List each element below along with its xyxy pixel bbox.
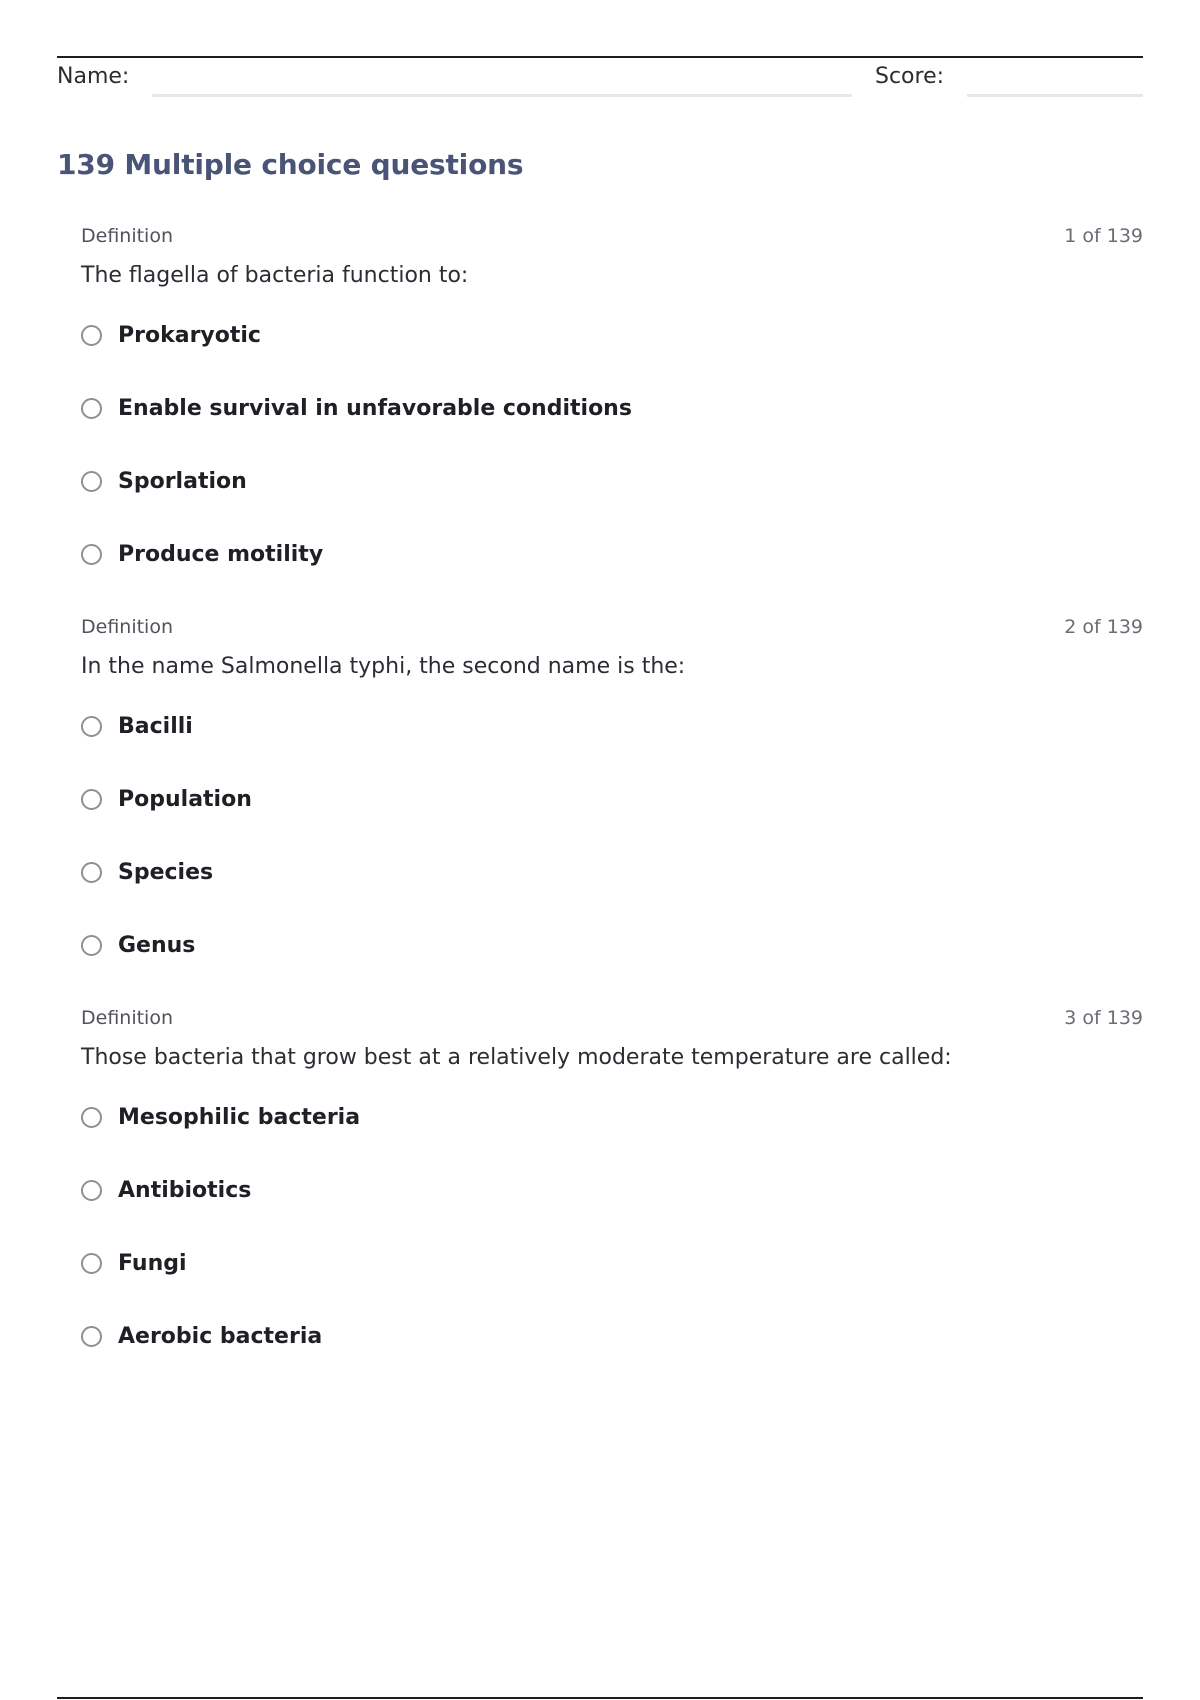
answer-option[interactable] (81, 787, 981, 860)
answer-option[interactable] (81, 714, 981, 787)
answer-option[interactable] (81, 1105, 981, 1178)
radio-button-icon[interactable] (81, 325, 102, 346)
answer-option[interactable] (81, 323, 981, 396)
question-header (81, 616, 1143, 640)
answer-option[interactable] (81, 1178, 981, 1251)
top-rule (57, 56, 1143, 58)
name-label: Name: (57, 64, 130, 89)
radio-button-icon[interactable] (81, 471, 102, 492)
question-text: Those bacteria that grow best at a relatively moderate temperature are called: (81, 1045, 952, 1070)
radio-button-icon[interactable] (81, 398, 102, 419)
question-text: The flagella of bacteria function to: (81, 263, 469, 288)
question-1 (81, 225, 1143, 616)
answer-label: Population (118, 787, 252, 812)
score-label: Score: (875, 64, 945, 89)
question-type: Definition (81, 225, 174, 247)
answer-option[interactable] (81, 542, 981, 615)
question-counter: 3 of 139 (1064, 1007, 1143, 1029)
answer-label: Bacilli (118, 714, 193, 739)
section-title: 139 Multiple choice questions (57, 148, 524, 181)
question-2 (81, 616, 1143, 1007)
question-3 (81, 1007, 1143, 1398)
radio-button-icon[interactable] (81, 716, 102, 737)
answer-label: Genus (118, 933, 196, 958)
answer-option[interactable] (81, 396, 981, 469)
answer-label: Species (118, 860, 214, 885)
question-type: Definition (81, 1007, 174, 1029)
question-counter: 2 of 139 (1064, 616, 1143, 638)
answer-label: Produce motility (118, 542, 324, 567)
answer-option[interactable] (81, 933, 981, 1006)
answer-label: Enable survival in unfavorable conditions (118, 396, 632, 421)
radio-button-icon[interactable] (81, 544, 102, 565)
question-header (81, 225, 1143, 249)
question-counter: 1 of 139 (1064, 225, 1143, 247)
answer-label: Mesophilic bacteria (118, 1105, 361, 1130)
answer-label: Sporlation (118, 469, 247, 494)
answer-label: Antibiotics (118, 1178, 252, 1203)
question-header (81, 1007, 1143, 1031)
answer-options (81, 323, 981, 615)
answer-option[interactable] (81, 1324, 981, 1397)
answer-label: Aerobic bacteria (118, 1324, 323, 1349)
bottom-rule (57, 1697, 1143, 1699)
radio-button-icon[interactable] (81, 935, 102, 956)
question-type: Definition (81, 616, 174, 638)
radio-button-icon[interactable] (81, 1253, 102, 1274)
answer-option[interactable] (81, 860, 981, 933)
worksheet-header (57, 60, 1143, 100)
question-text: In the name Salmonella typhi, the second name is the: (81, 654, 686, 679)
answer-label: Fungi (118, 1251, 187, 1276)
answer-option[interactable] (81, 1251, 981, 1324)
radio-button-icon[interactable] (81, 1107, 102, 1128)
answer-options (81, 714, 981, 1006)
answer-options (81, 1105, 981, 1397)
radio-button-icon[interactable] (81, 789, 102, 810)
answer-option[interactable] (81, 469, 981, 542)
answer-label: Prokaryotic (118, 323, 261, 348)
question-list (81, 225, 1143, 1398)
radio-button-icon[interactable] (81, 1180, 102, 1201)
radio-button-icon[interactable] (81, 1326, 102, 1347)
radio-button-icon[interactable] (81, 862, 102, 883)
name-field[interactable] (152, 94, 852, 97)
score-field[interactable] (967, 94, 1143, 97)
